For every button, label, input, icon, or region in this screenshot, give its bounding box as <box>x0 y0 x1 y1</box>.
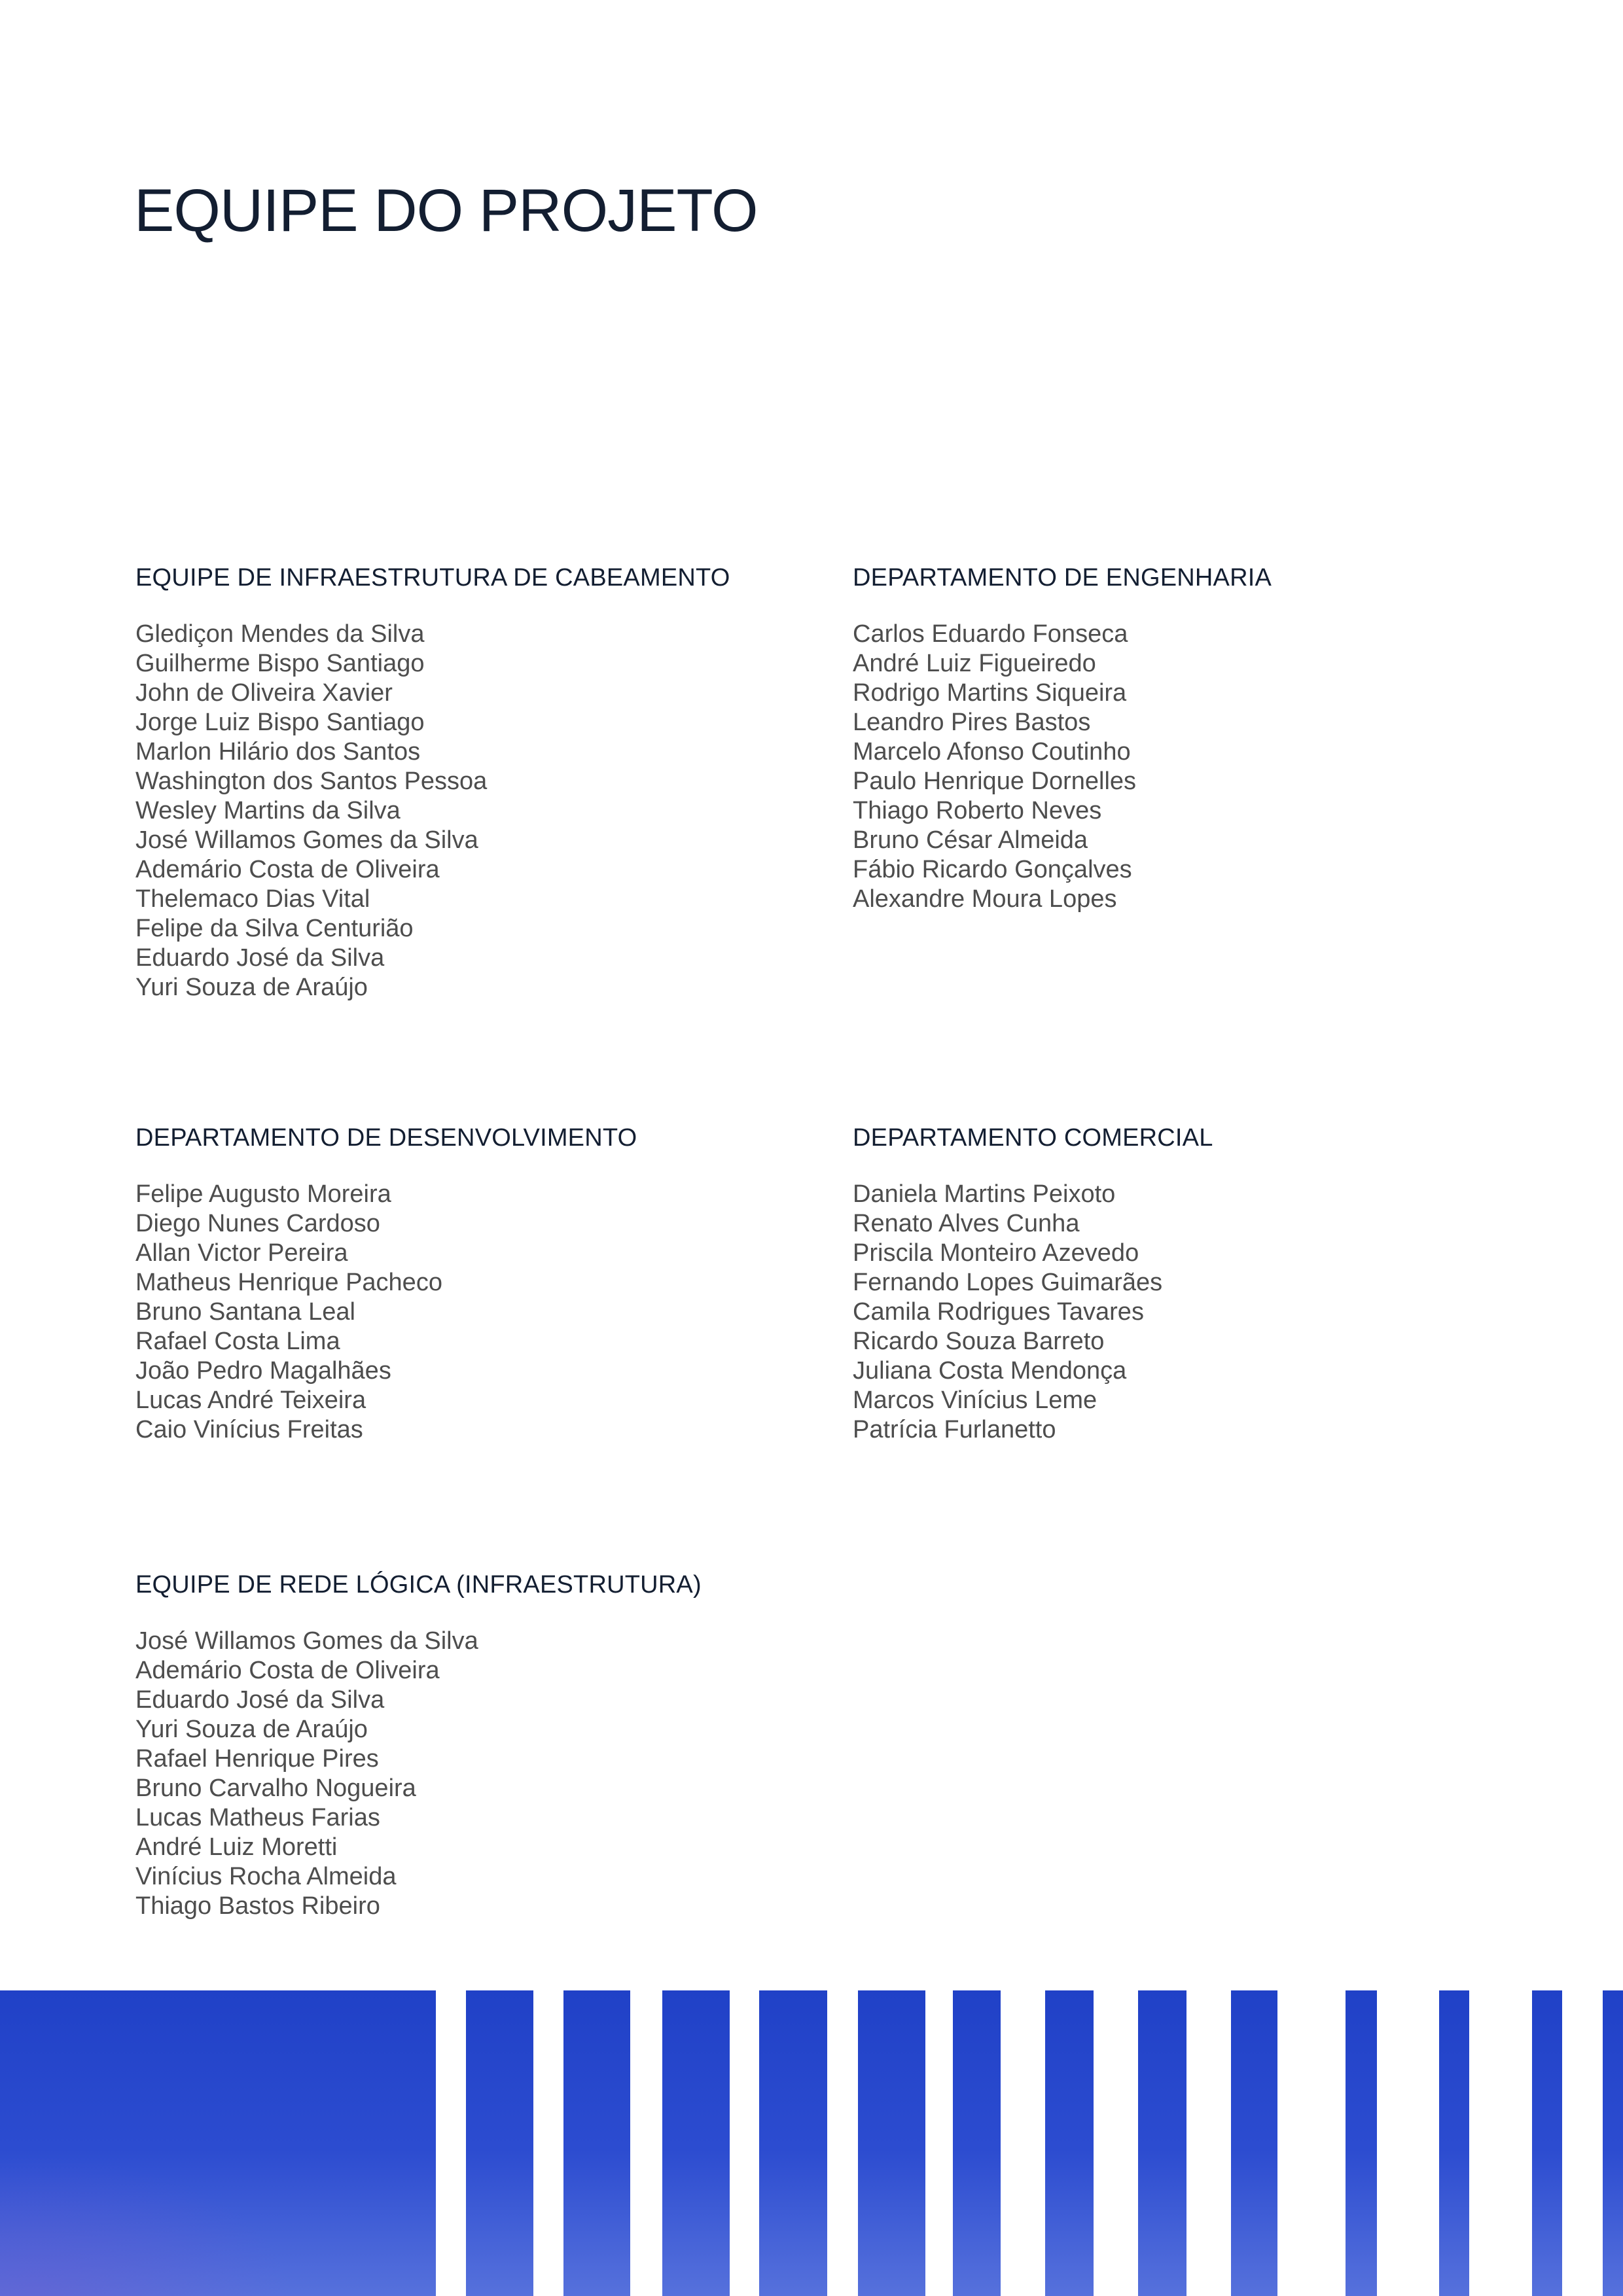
decorative-bar <box>563 1990 630 2296</box>
member-name: Bruno Carvalho Nogueira <box>135 1774 416 1802</box>
member-name: Thelemaco Dias Vital <box>135 885 370 913</box>
member-list <box>135 620 829 1002</box>
member-name: Ademário Costa de Oliveira <box>135 1656 440 1684</box>
member-name: Caio Vinícius Freitas <box>135 1415 363 1443</box>
member-name: Fernando Lopes Guimarães <box>853 1268 1163 1296</box>
member-name: Alexandre Moura Lopes <box>853 885 1117 913</box>
member-name: Allan Victor Pereira <box>135 1239 348 1267</box>
member-list <box>853 620 1546 914</box>
member-name: Washington dos Santos Pessoa <box>135 767 488 795</box>
member-name: André Luiz Figueiredo <box>853 649 1096 677</box>
member-name: Felipe Augusto Moreira <box>135 1180 391 1208</box>
member-name: Guilherme Bispo Santiago <box>135 649 425 677</box>
member-name: Wesley Martins da Silva <box>135 796 401 824</box>
team-section-infraestrutura-cabeamento <box>135 542 829 1002</box>
member-name: Fábio Ricardo Gonçalves <box>853 855 1132 883</box>
decorative-bar <box>466 1990 533 2296</box>
member-list <box>853 1180 1546 1445</box>
decorative-bar <box>1045 1990 1094 2296</box>
decorative-bar <box>759 1990 827 2296</box>
section-title: EQUIPE DE INFRAESTRUTURA DE CABEAMENTO <box>135 563 730 592</box>
member-name: Marcos Vinícius Leme <box>853 1386 1097 1414</box>
member-name: Carlos Eduardo Fonseca <box>853 620 1128 648</box>
member-name: Daniela Martins Peixoto <box>853 1180 1116 1208</box>
member-name: Rodrigo Martins Siqueira <box>853 679 1127 707</box>
member-name: Juliana Costa Mendonça <box>853 1356 1127 1385</box>
team-section-rede-logica <box>135 1549 829 1921</box>
member-name: Thiago Bastos Ribeiro <box>135 1892 380 1920</box>
member-name: Eduardo José da Silva <box>135 1686 385 1714</box>
section-title: DEPARTAMENTO DE ENGENHARIA <box>853 563 1272 592</box>
decorative-bar <box>1532 1990 1562 2296</box>
decorative-bar <box>858 1990 925 2296</box>
decorative-bar <box>1439 1990 1469 2296</box>
decorative-bar <box>1231 1990 1277 2296</box>
member-name: Thiago Roberto Neves <box>853 796 1102 824</box>
member-name: Lucas Matheus Farias <box>135 1803 380 1831</box>
member-name: Lucas André Teixeira <box>135 1386 366 1414</box>
member-name: Camila Rodrigues Tavares <box>853 1298 1144 1326</box>
member-name: Felipe da Silva Centurião <box>135 914 414 942</box>
member-name: Vinícius Rocha Almeida <box>135 1862 397 1890</box>
member-name: Ademário Costa de Oliveira <box>135 855 440 883</box>
member-name: Patrícia Furlanetto <box>853 1415 1056 1443</box>
member-list <box>135 1180 829 1445</box>
footer-stripes <box>0 1990 1623 2296</box>
member-name: Renato Alves Cunha <box>853 1209 1080 1237</box>
decorative-bar <box>662 1990 730 2296</box>
member-name: Yuri Souza de Araújo <box>135 973 368 1001</box>
team-section-desenvolvimento <box>135 1102 829 1445</box>
member-name: Marcelo Afonso Coutinho <box>853 737 1131 766</box>
section-title: EQUIPE DE REDE LÓGICA (INFRAESTRUTURA) <box>135 1570 702 1598</box>
member-name: João Pedro Magalhães <box>135 1356 391 1385</box>
member-name: Rafael Costa Lima <box>135 1327 340 1355</box>
section-title: DEPARTAMENTO DE DESENVOLVIMENTO <box>135 1123 637 1152</box>
decorative-bar <box>953 1990 1001 2296</box>
member-name: John de Oliveira Xavier <box>135 679 393 707</box>
member-name: Paulo Henrique Dornelles <box>853 767 1137 795</box>
decorative-bar <box>1603 1990 1623 2296</box>
member-name: Marlon Hilário dos Santos <box>135 737 421 766</box>
member-name: André Luiz Moretti <box>135 1833 338 1861</box>
member-name: Eduardo José da Silva <box>135 944 385 972</box>
decorative-block <box>0 1990 436 2296</box>
member-name: Yuri Souza de Araújo <box>135 1715 368 1743</box>
member-name: Rafael Henrique Pires <box>135 1744 379 1773</box>
member-name: Bruno Santana Leal <box>135 1298 355 1326</box>
member-name: Leandro Pires Bastos <box>853 708 1091 736</box>
member-name: Diego Nunes Cardoso <box>135 1209 380 1237</box>
page-title: EQUIPE DO PROJETO <box>134 177 758 244</box>
member-name: Jorge Luiz Bispo Santiago <box>135 708 425 736</box>
section-title: DEPARTAMENTO COMERCIAL <box>853 1123 1213 1152</box>
member-name: José Willamos Gomes da Silva <box>135 826 478 854</box>
member-name: Priscila Monteiro Azevedo <box>853 1239 1139 1267</box>
team-section-comercial <box>853 1102 1546 1445</box>
member-name: Bruno César Almeida <box>853 826 1088 854</box>
team-section-engenharia <box>853 542 1546 914</box>
member-name: José Willamos Gomes da Silva <box>135 1627 478 1655</box>
decorative-bar <box>1138 1990 1186 2296</box>
member-name: Ricardo Souza Barreto <box>853 1327 1105 1355</box>
member-list <box>135 1627 829 1921</box>
decorative-bar <box>1346 1990 1377 2296</box>
member-name: Matheus Henrique Pacheco <box>135 1268 442 1296</box>
member-name: Glediçon Mendes da Silva <box>135 620 425 648</box>
